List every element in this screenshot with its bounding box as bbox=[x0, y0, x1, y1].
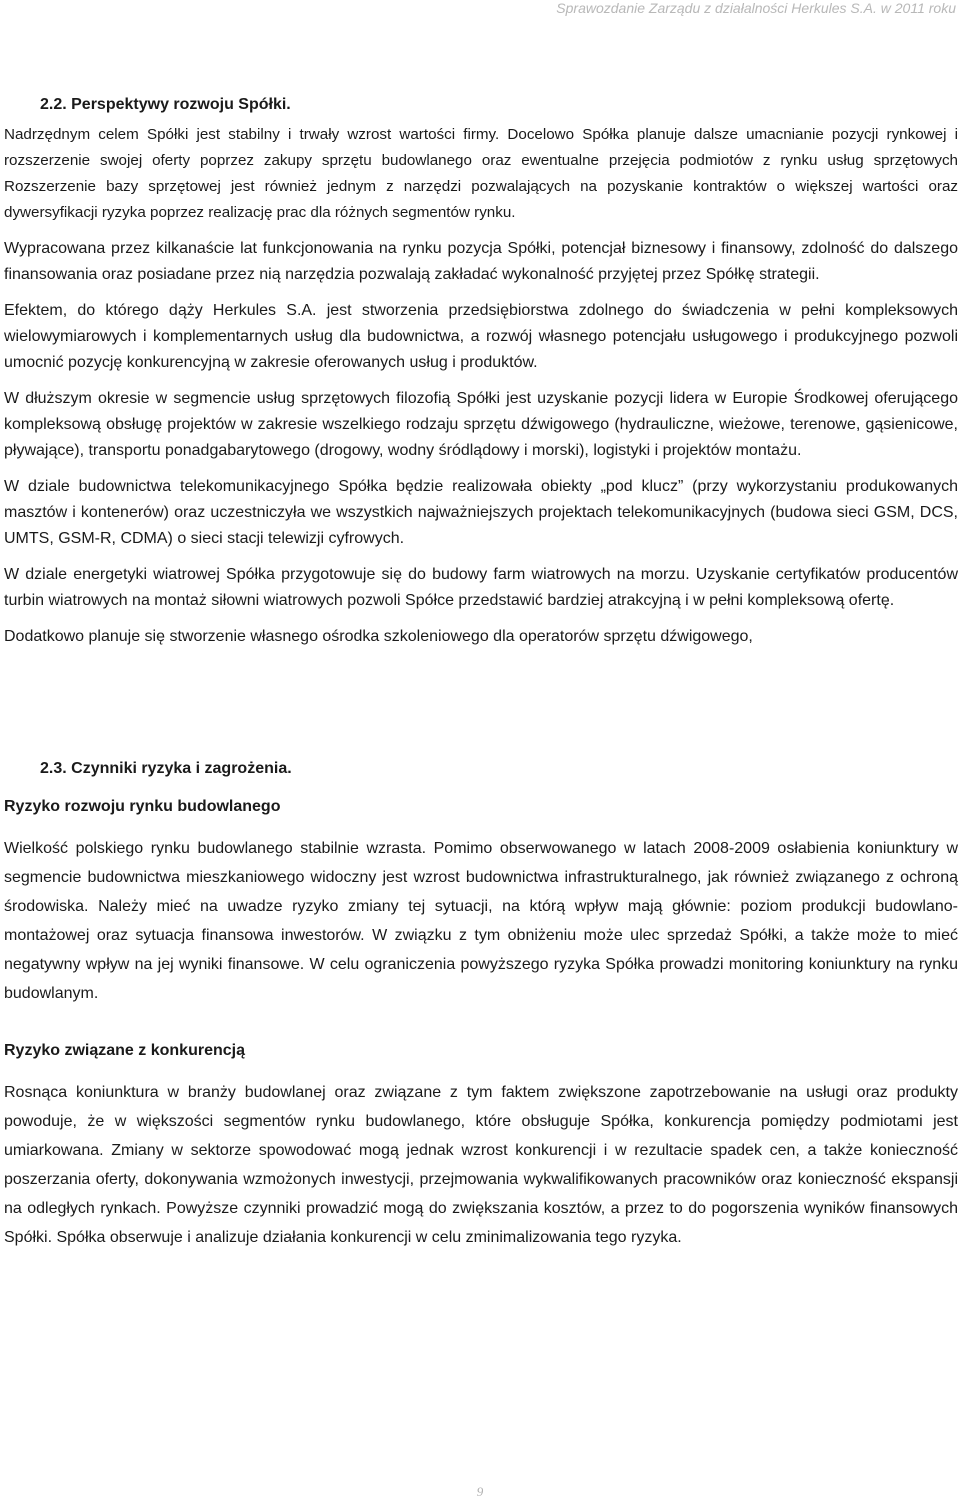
paragraph-telecom: W dziale budownictwa telekomunikacyjnego Spółka będzie realizowała obiekty „pod klucz” (przy wykorzystaniu produkowanych masztów i kontenerów) oraz uczestniczyła we wszystkich najważniejszych projektach telekomunikacyjnych (budowa sieci GSM, DCS, UMTS, GSM-R, CDMA) o sieci stacji telewizji cyfrowych. bbox=[4, 478, 958, 547]
page-number: 9 bbox=[476, 1484, 484, 1499]
section-heading-risks: 2.3. Czynniki ryzyka i zagrożenia. bbox=[40, 760, 292, 777]
page-content bbox=[4, 92, 958, 1262]
running-header: Sprawozdanie Zarządu z działalności Herkules S.A. w 2011 roku bbox=[556, 0, 956, 16]
risk-title-construction-market: Ryzyko rozwoju rynku budowlanego bbox=[4, 798, 281, 815]
risk-text-construction-market: Wielkość polskiego rynku budowlanego stabilnie wzrasta. Pomimo obserwowanego w latach 2008-2009 osłabienia koniunktury w segmencie budownictwa mieszkaniowego widoczny jest wzrost budownictwa infrastrukturalnego, jak również związanego z ochroną środowiska. Należy mieć na uwadze ryzyko zmiany tej sytuacji, na którą wpływ mają głównie: poziom produkcji budowlano-montażowej oraz sytuacja finansowa inwestorów. W związku z tym obniżeniu może ulec sprzedaż Spółki, a także może to mieć negatywny wpływ na jej wyniki finansowe. W celu ograniczenia powyższego ryzyka Spółka prowadzi monitoring koniunktury na rynku budowlanym. bbox=[4, 840, 958, 1002]
risk-text-competition: Rosnąca koniunktura w branży budowlanej oraz związane z tym faktem zwiększone zapotrzebowanie na usługi oraz produkty powoduje, że w większości segmentów rynku budowlanego, które obsługuje Spółka, konkurencja pomiędzy podmiotami jest umiarkowana. Zmiany w sektorze spowodować mogą jednak wzrost konkurencji i w rezultacie spadek cen, a także konieczność poszerzania oferty, dokonywania wzmożonych inwestycji, przejmowania wykwalifikowanych pracowników oraz konieczność ekspansji na odległych rynkach. Powyższe czynniki prowadzić mogą do zwiększania kosztów, a przez to do pogorszenia wyników finansowych Spółki. Spółka obserwuje i analizuje działania konkurencji w celu zminimalizowania tego ryzyka. bbox=[4, 1084, 958, 1246]
paragraph-training-center: Dodatkowo planuje się stworzenie własnego ośrodka szkoleniowego dla operatorów sprzętu dźwigowego, bbox=[4, 628, 753, 645]
section-heading-perspectives: 2.2. Perspektywy rozwoju Spółki. bbox=[40, 96, 291, 113]
paragraph-equipment-services: W dłuższym okresie w segmencie usług sprzętowych filozofią Spółki jest uzyskanie pozycji lidera w Europie Środkowej oferującego kompleksową obsługę projektów w zakresie wszelkiego rodzaju sprzętu dźwigowego (hydrauliczne, wieżowe, terenowe, gąsienicowe, pływające), transportu ponadgabarytowego (drogowy, wodny śródlądowy i morski), logistyki i projektów montażu. bbox=[4, 390, 958, 459]
risk-title-competition: Ryzyko związane z konkurencją bbox=[4, 1042, 245, 1059]
paragraph-strategy-goal: Nadrzędnym celem Spółki jest stabilny i trwały wzrost wartości firmy. Docelowo Spółka planuje dalsze umacnianie pozycji rynkowej i rozszerzenie swojej oferty poprzez zakupy sprzętu budowlanego oraz ewentualne przejęcia podmiotów z rynku usług sprzętowych Rozszerzenie bazy sprzętowej jest również jednym z narzędzi pozwalających na pozyskanie kontraktów o większej wartości oraz dywersyfikacji ryzyka poprzez realizację prac dla różnych segmentów rynku. bbox=[4, 126, 958, 221]
paragraph-wind-energy: W dziale energetyki wiatrowej Spółka przygotowuje się do budowy farm wiatrowych na morzu. Uzyskanie certyfikatów producentów turbin wiatrowych na montaż siłowni wiatrowych pozwoli Spółce przedstawić bardziej atrakcyjną i w pełni kompleksową ofertę. bbox=[4, 566, 958, 609]
paragraph-market-position: Wypracowana przez kilkanaście lat funkcjonowania na rynku pozycja Spółki, potencjał biznesowy i finansowy, zdolność do dalszego finansowania oraz posiadane przez nią narzędzia pozwalają zakładać wykonalność przyjętej przez Spółkę strategii. bbox=[4, 240, 958, 283]
paragraph-herkules-aim: Efektem, do którego dąży Herkules S.A. jest stworzenia przedsiębiorstwa zdolnego do świadczenia w pełni kompleksowych wielowymiarowych i komplementarnych usług dla budownictwa, a rozwój własnego potencjału usługowego i produkcyjnego pozwoli umocnić pozycję konkurencyjną w zakresie oferowanych usług i produktów. bbox=[4, 302, 958, 371]
